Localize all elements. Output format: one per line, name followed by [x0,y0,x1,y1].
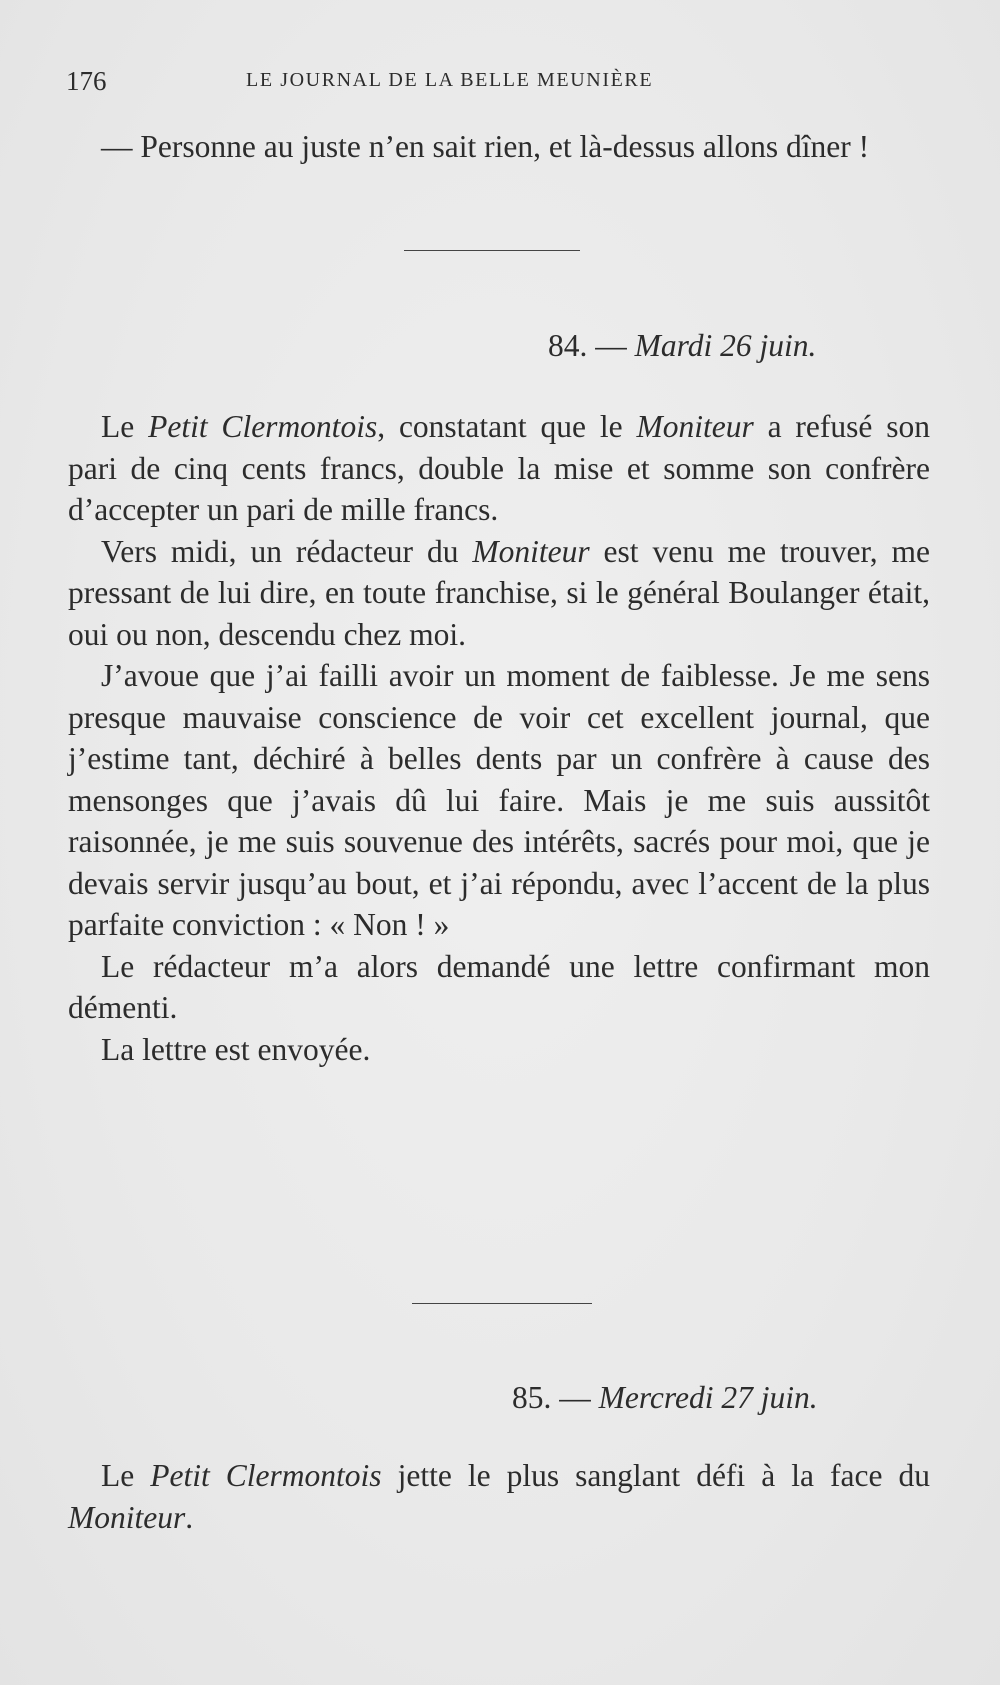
entry-84-paragraph-5: La lettre est envoyée. [101,1031,371,1067]
newspaper-title: Moniteur [68,1499,186,1535]
entry-84-paragraph-1: Le Petit Clermontois, constatant que le Moniteur a refusé son pari de cinq cents francs, double la mise et somme son confrère d’accepter un pari de mille francs. [68,409,930,527]
entry-85-body [68,1455,930,1538]
running-header [66,66,931,96]
newspaper-title: Moniteur [472,533,590,569]
entry-84-paragraph-4: Le rédacteur m’a alors demandé une lettre confirmant mon démenti. [68,948,930,1025]
running-title: LE JOURNAL DE LA BELLE MEUNIÈRE [246,69,654,91]
entry-85-paragraph-1: Le Petit Clermontois jette le plus sanglant défi à la face du Moniteur. [68,1458,930,1535]
entry-85-heading [512,1380,818,1416]
newspaper-title: Petit Clermontois [148,409,378,444]
entry-84-heading [548,328,816,364]
entry-85-date: Mercredi 27 juin. [598,1380,818,1415]
entry-84-paragraph-3: J’avoue que j’ai failli avoir un moment de faiblesse. Je me sens presque mauvaise conscience de voir cet excellent journal, que j’estime tant, déchiré à belles dents par un confrère à cause des mensonges que j’avais dû lui faire. Mais je me suis aussitôt raisonnée, je me suis souvenue des intérêts, sacrés pour moi, que je devais servir jusqu’au bout, et j’ai répondu, avec l’accent de la plus parfaite conviction : « Non ! » [68,658,930,942]
section-divider [404,250,580,251]
section-divider [412,1303,592,1304]
entry-85-number: 85. — [512,1380,591,1415]
entry-84-paragraph-2: Vers midi, un rédacteur du Moniteur est venu me trouver, me pressant de lui dire, en toute franchise, si le général Boulanger était, oui ou non, descendu chez moi. [68,533,930,652]
entry-84-date: Mardi 26 juin. [634,328,817,363]
page-number: 176 [66,66,107,96]
continuation-text: — Personne au juste n’en sait rien, et là-dessus allons dîner ! [101,129,870,164]
entry-84-body [68,406,930,1070]
newspaper-title: Petit Clermontois [150,1458,382,1493]
entry-84-number: 84. — [548,328,627,363]
newspaper-title: Moniteur [636,409,754,444]
opening-paragraph [68,126,930,168]
